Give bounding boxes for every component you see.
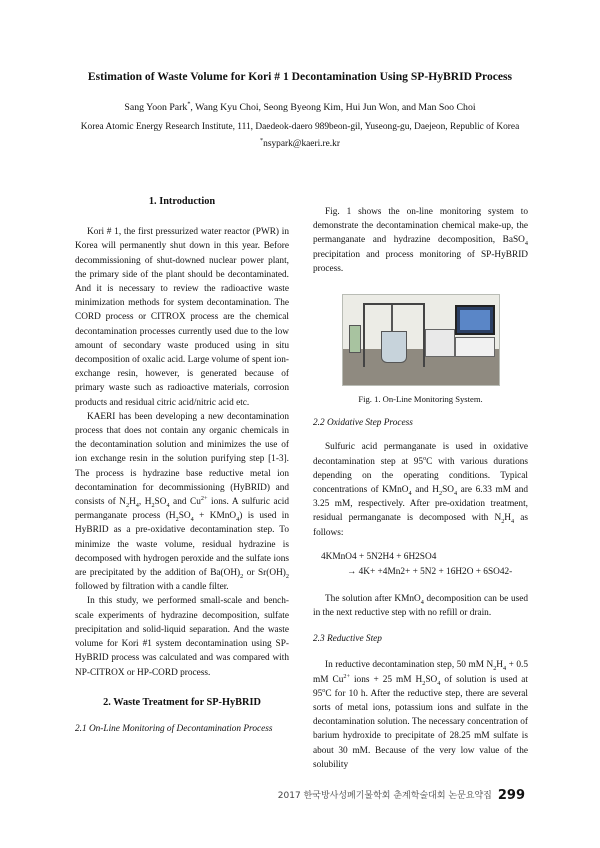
paper-title: Estimation of Waste Volume for Kori # 1 Decontamination Using SP-HyBRID Process xyxy=(87,70,513,83)
subsection-reductive-heading: 2.3 Reductive Step xyxy=(313,634,382,645)
author-list xyxy=(20,102,580,113)
subsection-oxidative-heading: 2.2 Oxidative Step Process xyxy=(313,418,413,429)
intro-paragraph-1: Kori # 1, the first pressurized water reactor (PWR) in Korea will permanently shut down in this year. Before decommissioning of shut-downed nuclear power plant, the primary side of the plant should be decontaminated. And it is necessary to review the radioactive waste minimization methods for system decontamination. The CORD process or CITROX process are the chemical decontamination processes currently used due to the low amount of secondary waste produced using in situ decomposition of oxalic acid. Large volume of spent ion-exchange resin, however, is generated because of primary waste such as radioactive materials, corrosion products and residual citric acid/nitric acid etc. xyxy=(75,227,289,408)
right-column xyxy=(313,205,528,772)
oxidative-paragraph: Sulfuric acid permanganate is used in oxidative decontamination step at 95$^o$C with various durations depending on the operating conditions. Typical concentrations of KMnO$_4$ and $H_2SO_4$ are 6.33 mM and 3.25 mM, respectively. After pre-oxidation treatment, residual permanganate is decomposed with $N_2H_4$ as follows: xyxy=(313,442,529,538)
figure-caption: Fig. 1. On-Line Monitoring System. xyxy=(358,394,483,405)
corresponding-mark: * xyxy=(187,100,191,108)
figure-intro-paragraph: Fig. 1 shows the on-line monitoring system to demonstrate the decontamination chemical make-up, the permanganate and hydrazine decomposition, BaSO$_4$ precipitation and process monitoring of SP-HyBRID process. xyxy=(313,207,528,274)
corresponding-email xyxy=(20,136,580,149)
left-column xyxy=(75,195,289,736)
author-rest: , Wang Kyu Choi, Seong Byeong Kim, Hui Jun Won, and Man Soo Choi xyxy=(190,102,476,113)
conference-name: 2017 한국방사성폐기물학회 춘계학술대회 논문요약집 xyxy=(277,791,492,801)
reaction-equation-line-1: 4KMnO4 + 5N2H4 + 6H2SO4 xyxy=(321,551,437,562)
reductive-paragraph: In reductive decontamination step, 50 mM $N_2H_4 + 0.5$ mM $Cu^{2+}$ ions + 25 mM $H_2SO_4$ of solution is used at 95$^o$C for 10 h. After the reductive step, there are several sorts of metal ions, potassium ions and sulfate in the decontamination solution. The necessary concentration of barium hydroxide to precipitate of 28.25 mM sulfate is about 30 mM. Because of the very low value of the solubility xyxy=(313,660,529,770)
reaction-equation-line-2: → 4K+ +4Mn2+ + 5N2 + 16H2O + 6SO42- xyxy=(347,566,513,577)
email-address[interactable]: nsypark@kaeri.re.kr xyxy=(263,139,340,149)
online-monitoring-photo xyxy=(342,294,500,386)
subsection-online-monitoring-heading: 2.1 On-Line Monitoring of Decontamination Process xyxy=(75,723,273,734)
email-mark: * xyxy=(260,136,264,144)
intro-paragraph-3: In this study, we performed small-scale and bench-scale experiments of hydrazine decomposition, sulfate precipitation and solid-liquid separation. And the waste volume for Kori #1 system decontamination using SP-HyBRID process was calculated and was compared with NP-CITROX or HP-CORD process. xyxy=(75,596,289,678)
page-footer xyxy=(278,788,525,803)
author-first: Sang Yoon Park xyxy=(124,102,188,113)
section-introduction-heading: 1. Introduction xyxy=(148,196,216,207)
affiliation: Korea Atomic Energy Research Institute, 111, Daedeok-daero 989beon-gil, Yuseong-gu, Daejeon, Republic of Korea xyxy=(80,122,520,132)
page-number: 299 xyxy=(497,788,525,803)
section-waste-treatment-heading: 2. Waste Treatment for SP-HyBRID xyxy=(103,696,261,708)
intro-paragraph-2: KAERI has been developing a new decontamination process that does not contain any organic chemicals in the decontamination solution and minimizes the use of ion exchange resin in the solution purifying step [1-3]. The process is hydrazine base reductive metal ion decontamination for decommissioning (HyBRID) and consists of $N_2H_4$, $H_2SO_4$ and $Cu^{2+}$ ions. A sulfuric acid permanganate process ($H_2SO_4$ + KMnO$_4$) is used in HyBRID as a pre-oxidative decontamination step. To minimize the waste volume, residual hydrazine is decomposed with hydrogen peroxide and the sulfate ions are precipitated by the addition of $Ba(OH)_2$ or $Sr(OH)_2$ followed by filtration with a candle filter. xyxy=(75,411,290,593)
after-decomposition-paragraph: The solution after KMnO$_4$ decomposition can be used in the next reductive step with no refill or drain. xyxy=(313,593,528,619)
